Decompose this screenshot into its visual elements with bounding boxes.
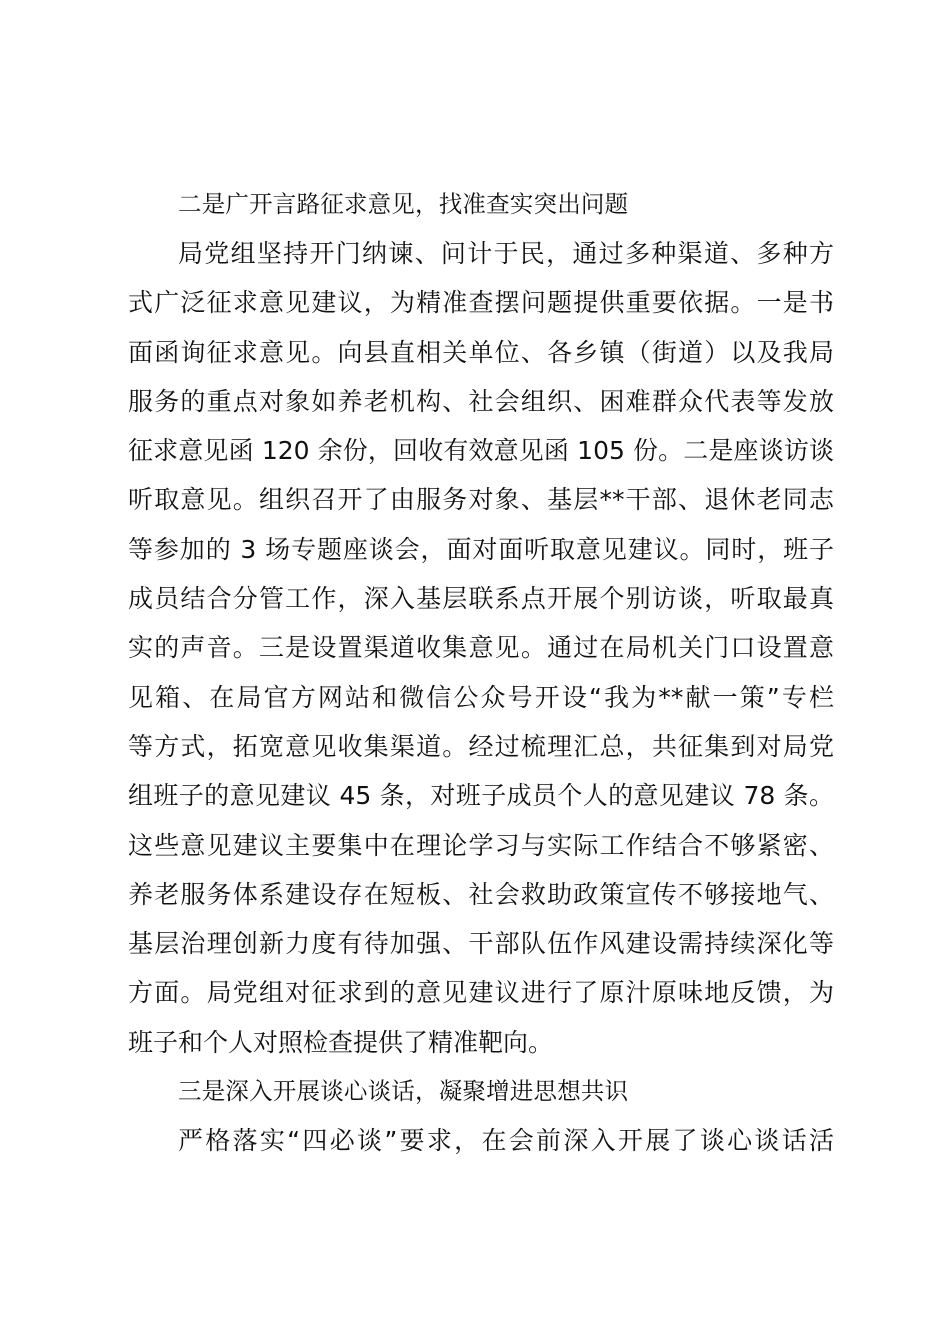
section-heading-3: 三是深入开展谈心谈话，凝聚增进思想共识 [178,1077,629,1106]
paragraph-line: 等方式，拓宽意见收集渠道。经过梳理汇总，共征集到对局党 [128,731,834,761]
section-heading-2: 二是广开言路征求意见，找准查实突出问题 [178,190,629,218]
document-page [128,180,834,1165]
paragraph-line: 实的声音。三是设置渠道收集意见。通过在局机关门口设置意 [128,633,834,663]
paragraph-line: 听取意见。组织召开了由服务对象、基层**干部、退休老同志 [128,485,834,515]
paragraph-line: 见箱、在局官方网站和微信公众号开设“我为**献一策”专栏 [128,682,834,712]
paragraph-line: 这些意见建议主要集中在理论学习与实际工作结合不够紧密、 [128,830,834,860]
paragraph-line: 成员结合分管工作，深入基层联系点开展个别访谈，听取最真 [128,584,834,614]
paragraph-line: 养老服务体系建设存在短板、社会救助政策宣传不够接地气、 [128,879,834,909]
paragraph-line: 基层治理创新力度有待加强、干部队伍作风建设需持续深化等 [128,929,834,959]
paragraph-line: 局党组坚持开门纳谏、问计于民，通过多种渠道、多种方 [178,239,834,268]
paragraph-line: 班子和个人对照检查提供了精准靶向。 [128,1027,554,1057]
paragraph-line: 组班子的意见建议 45 条，对班子成员个人的意见建议 78 条。 [128,781,834,811]
paragraph-line: 方面。局党组对征求到的意见建议进行了原汁原味地反馈，为 [128,978,834,1008]
paragraph-line: 严格落实“四必谈”要求，在会前深入开展了谈心谈话活 [178,1126,834,1156]
paragraph-line: 面函询征求意见。向县直相关单位、各乡镇（街道）以及我局 [128,337,834,367]
paragraph-line: 式广泛征求意见建议，为精准查摆问题提供重要依据。一是书 [128,288,834,318]
paragraph-line: 征求意见函 120 余份，回收有效意见函 105 份。二是座谈访谈 [128,436,834,466]
paragraph-line: 服务的重点对象如养老机构、社会组织、困难群众代表等发放 [128,386,834,416]
paragraph-line: 等参加的 3 场专题座谈会，面对面听取意见建议。同时，班子 [128,534,834,564]
